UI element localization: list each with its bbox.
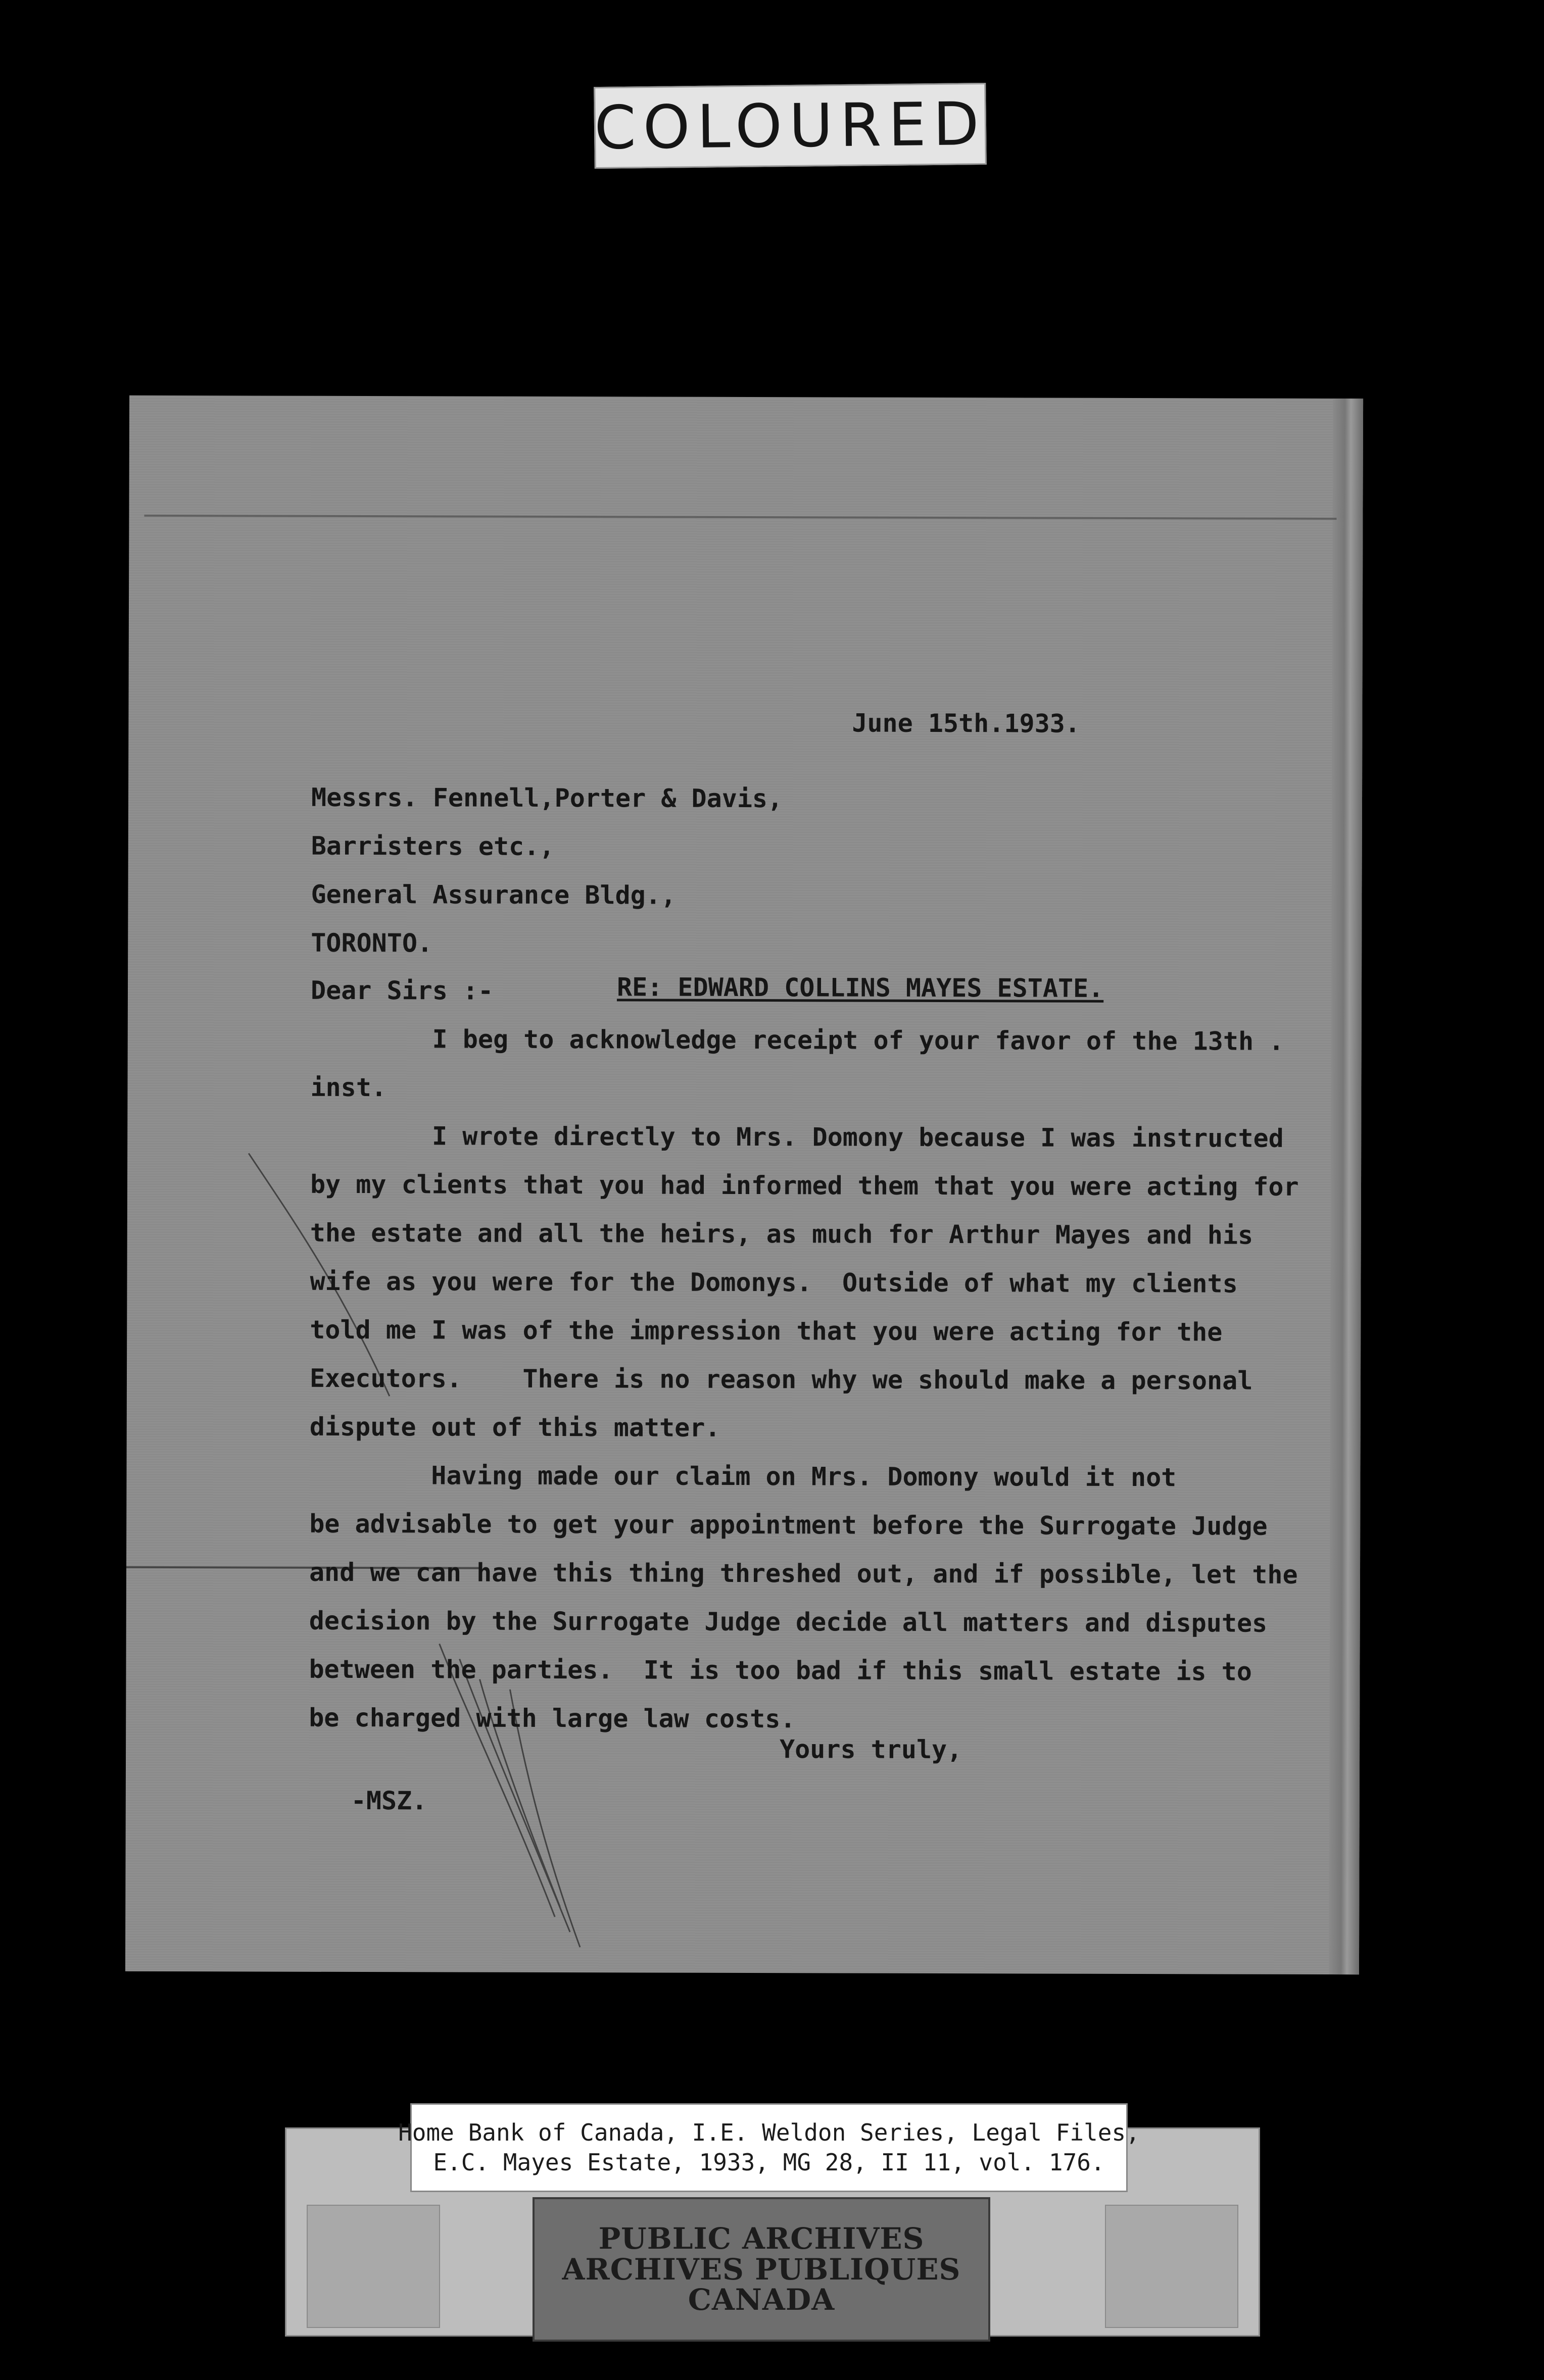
body-line: decision by the Surrogate Judge decide all matters and disputes: [309, 1606, 1268, 1638]
body-line: be advisable to get your appointment before the Surrogate Judge: [309, 1509, 1268, 1541]
stamp-band-panel: [1105, 2205, 1238, 2328]
body-line: dispute out of this matter.: [309, 1412, 720, 1443]
closing: Yours truly,: [779, 1734, 962, 1765]
letter-sheet: [125, 395, 1363, 1974]
address-line: Barristers etc.,: [311, 831, 555, 862]
caption-line: Home Bank of Canada, I.E. Weldon Series, Legal Files,: [398, 2119, 1140, 2147]
body-line: inst.: [310, 1072, 387, 1103]
body-line: and we can have this thing threshed out, and if possible, let the: [309, 1557, 1298, 1590]
letter-date: June 15th.1933.: [852, 708, 1081, 738]
body-line: told me I was of the impression that you were acting for the: [310, 1315, 1223, 1347]
archive-caption: [398, 2103, 1140, 2192]
body-line: Having made our claim on Mrs. Domony would it not: [309, 1460, 1177, 1493]
stamp-line: CANADA: [688, 2283, 835, 2317]
salutation: Dear Sirs :-: [310, 975, 494, 1006]
stamp-line: PUBLIC ARCHIVES: [598, 2221, 925, 2256]
body-line: the estate and all the heirs, as much for Arthur Mayes and his: [310, 1218, 1253, 1250]
body-line: Executors. There is no reason why we should make a personal: [309, 1363, 1253, 1396]
public-archives-stamp: [533, 2197, 990, 2342]
body-line: between the parties. It is too bad if this small estate is to: [309, 1654, 1252, 1687]
body-line: I beg to acknowledge receipt of your favor of the 13th .: [310, 1024, 1284, 1056]
coloured-label: [594, 83, 987, 169]
typist-initials: -MSZ.: [351, 1786, 427, 1816]
re-line: RE: EDWARD COLLINS MAYES ESTATE.: [616, 972, 1104, 1003]
stamp-line: ARCHIVES PUBLIQUES: [562, 2252, 961, 2287]
body-line: by my clients that you had informed them that you were acting for: [310, 1169, 1299, 1202]
body-line: wife as you were for the Domonys. Outside of what my clients: [310, 1266, 1238, 1299]
body-line: I wrote directly to Mrs. Domony because I was instructed: [310, 1121, 1284, 1153]
address-line: Messrs. Fennell,Porter & Davis,: [311, 782, 783, 814]
stamp-band-panel: [307, 2205, 440, 2328]
address-line: General Assurance Bldg.,: [311, 879, 677, 910]
body-line: be charged with large law costs.: [309, 1703, 796, 1734]
address-line: TORONTO.: [311, 928, 433, 958]
coloured-label-text: COLOURED: [594, 88, 987, 163]
caption-line: E.C. Mayes Estate, 1933, MG 28, II 11, vol. 176.: [433, 2149, 1105, 2176]
